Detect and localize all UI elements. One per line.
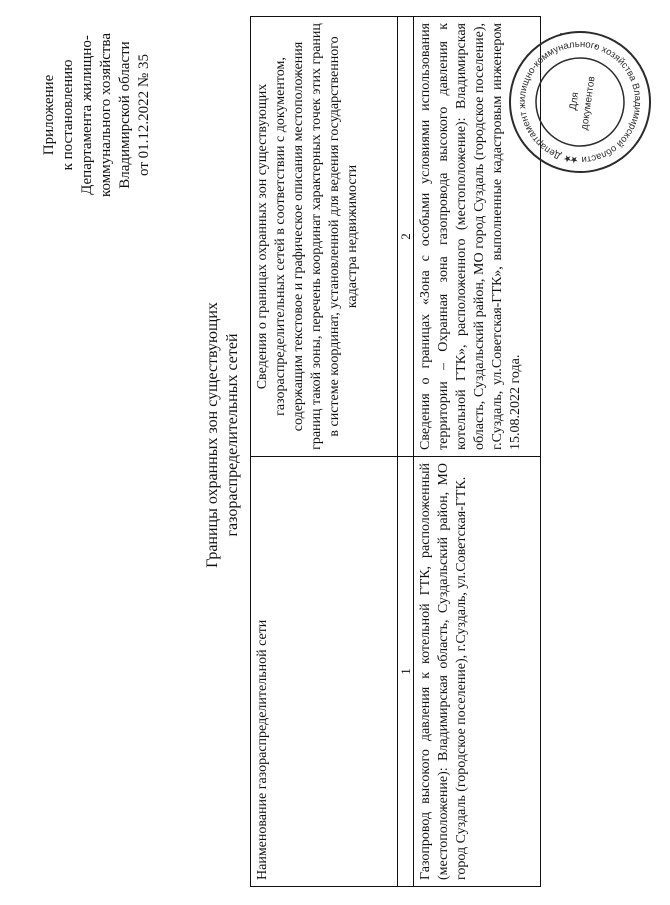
appendix-line: к постановлению xyxy=(60,59,76,171)
appendix-line: от 01.12.2022 № 35 xyxy=(136,54,152,176)
appendix-line: Департамента жилищно- xyxy=(79,35,95,195)
appendix-header xyxy=(40,10,154,220)
header-zone-info: Сведения о границах охранных зон существующих газораспределительных сетей в соответствии с документом, содержащим текстовое и графическое описания местоположения границ такой зоны, перечень координат характерных точек этих границ в системе координат, установленной для ведения государственного кадастра недвижимости xyxy=(251,17,398,457)
svg-text:★ Департамент жилищно-коммунал: ★ Департамент жилищно-коммунального хозяйства Владимирской области ★ xyxy=(516,38,644,166)
appendix-line: коммунального хозяйства xyxy=(98,33,114,197)
appendix-line: Владимирской области xyxy=(117,41,133,189)
official-stamp xyxy=(495,17,664,186)
stamp-seal-icon xyxy=(495,17,664,186)
header-network-name: Наименование газораспределительной сети xyxy=(251,457,398,887)
column-number-2: 2 xyxy=(398,17,414,457)
column-number-1: 1 xyxy=(398,457,414,887)
appendix-line: Приложение xyxy=(41,74,57,156)
svg-text:Для: Для xyxy=(567,91,582,111)
cell-zone-info: Сведения о границах «Зона с особыми условиями использования территории – Охранная зона газопровода высокого давления к котельной ГТК», расположенного (местоположение): Владимирская область, Суздальский район, МО город Суздаль (городское поселение), г.Суздаль, ул.Советская-ГТК», выполненные кадастровым инженером 15.08.2022 года. xyxy=(414,17,541,457)
svg-text:документов: документов xyxy=(579,75,598,131)
document-title xyxy=(203,215,243,655)
cell-network-name: Газопровод высокого давления к котельной ГТК, расположенный (местоположение): Владимирская область, Суздальский район, МО город Суздаль (городское поселение), г.Суздаль, ул.Советская-ГТК. xyxy=(414,457,541,887)
title-line-1: Границы охранных зон существующих xyxy=(204,302,221,568)
table-header-row xyxy=(251,17,398,887)
title-line-2: газораспределительных сетей xyxy=(224,333,241,537)
table-number-row xyxy=(398,17,414,887)
